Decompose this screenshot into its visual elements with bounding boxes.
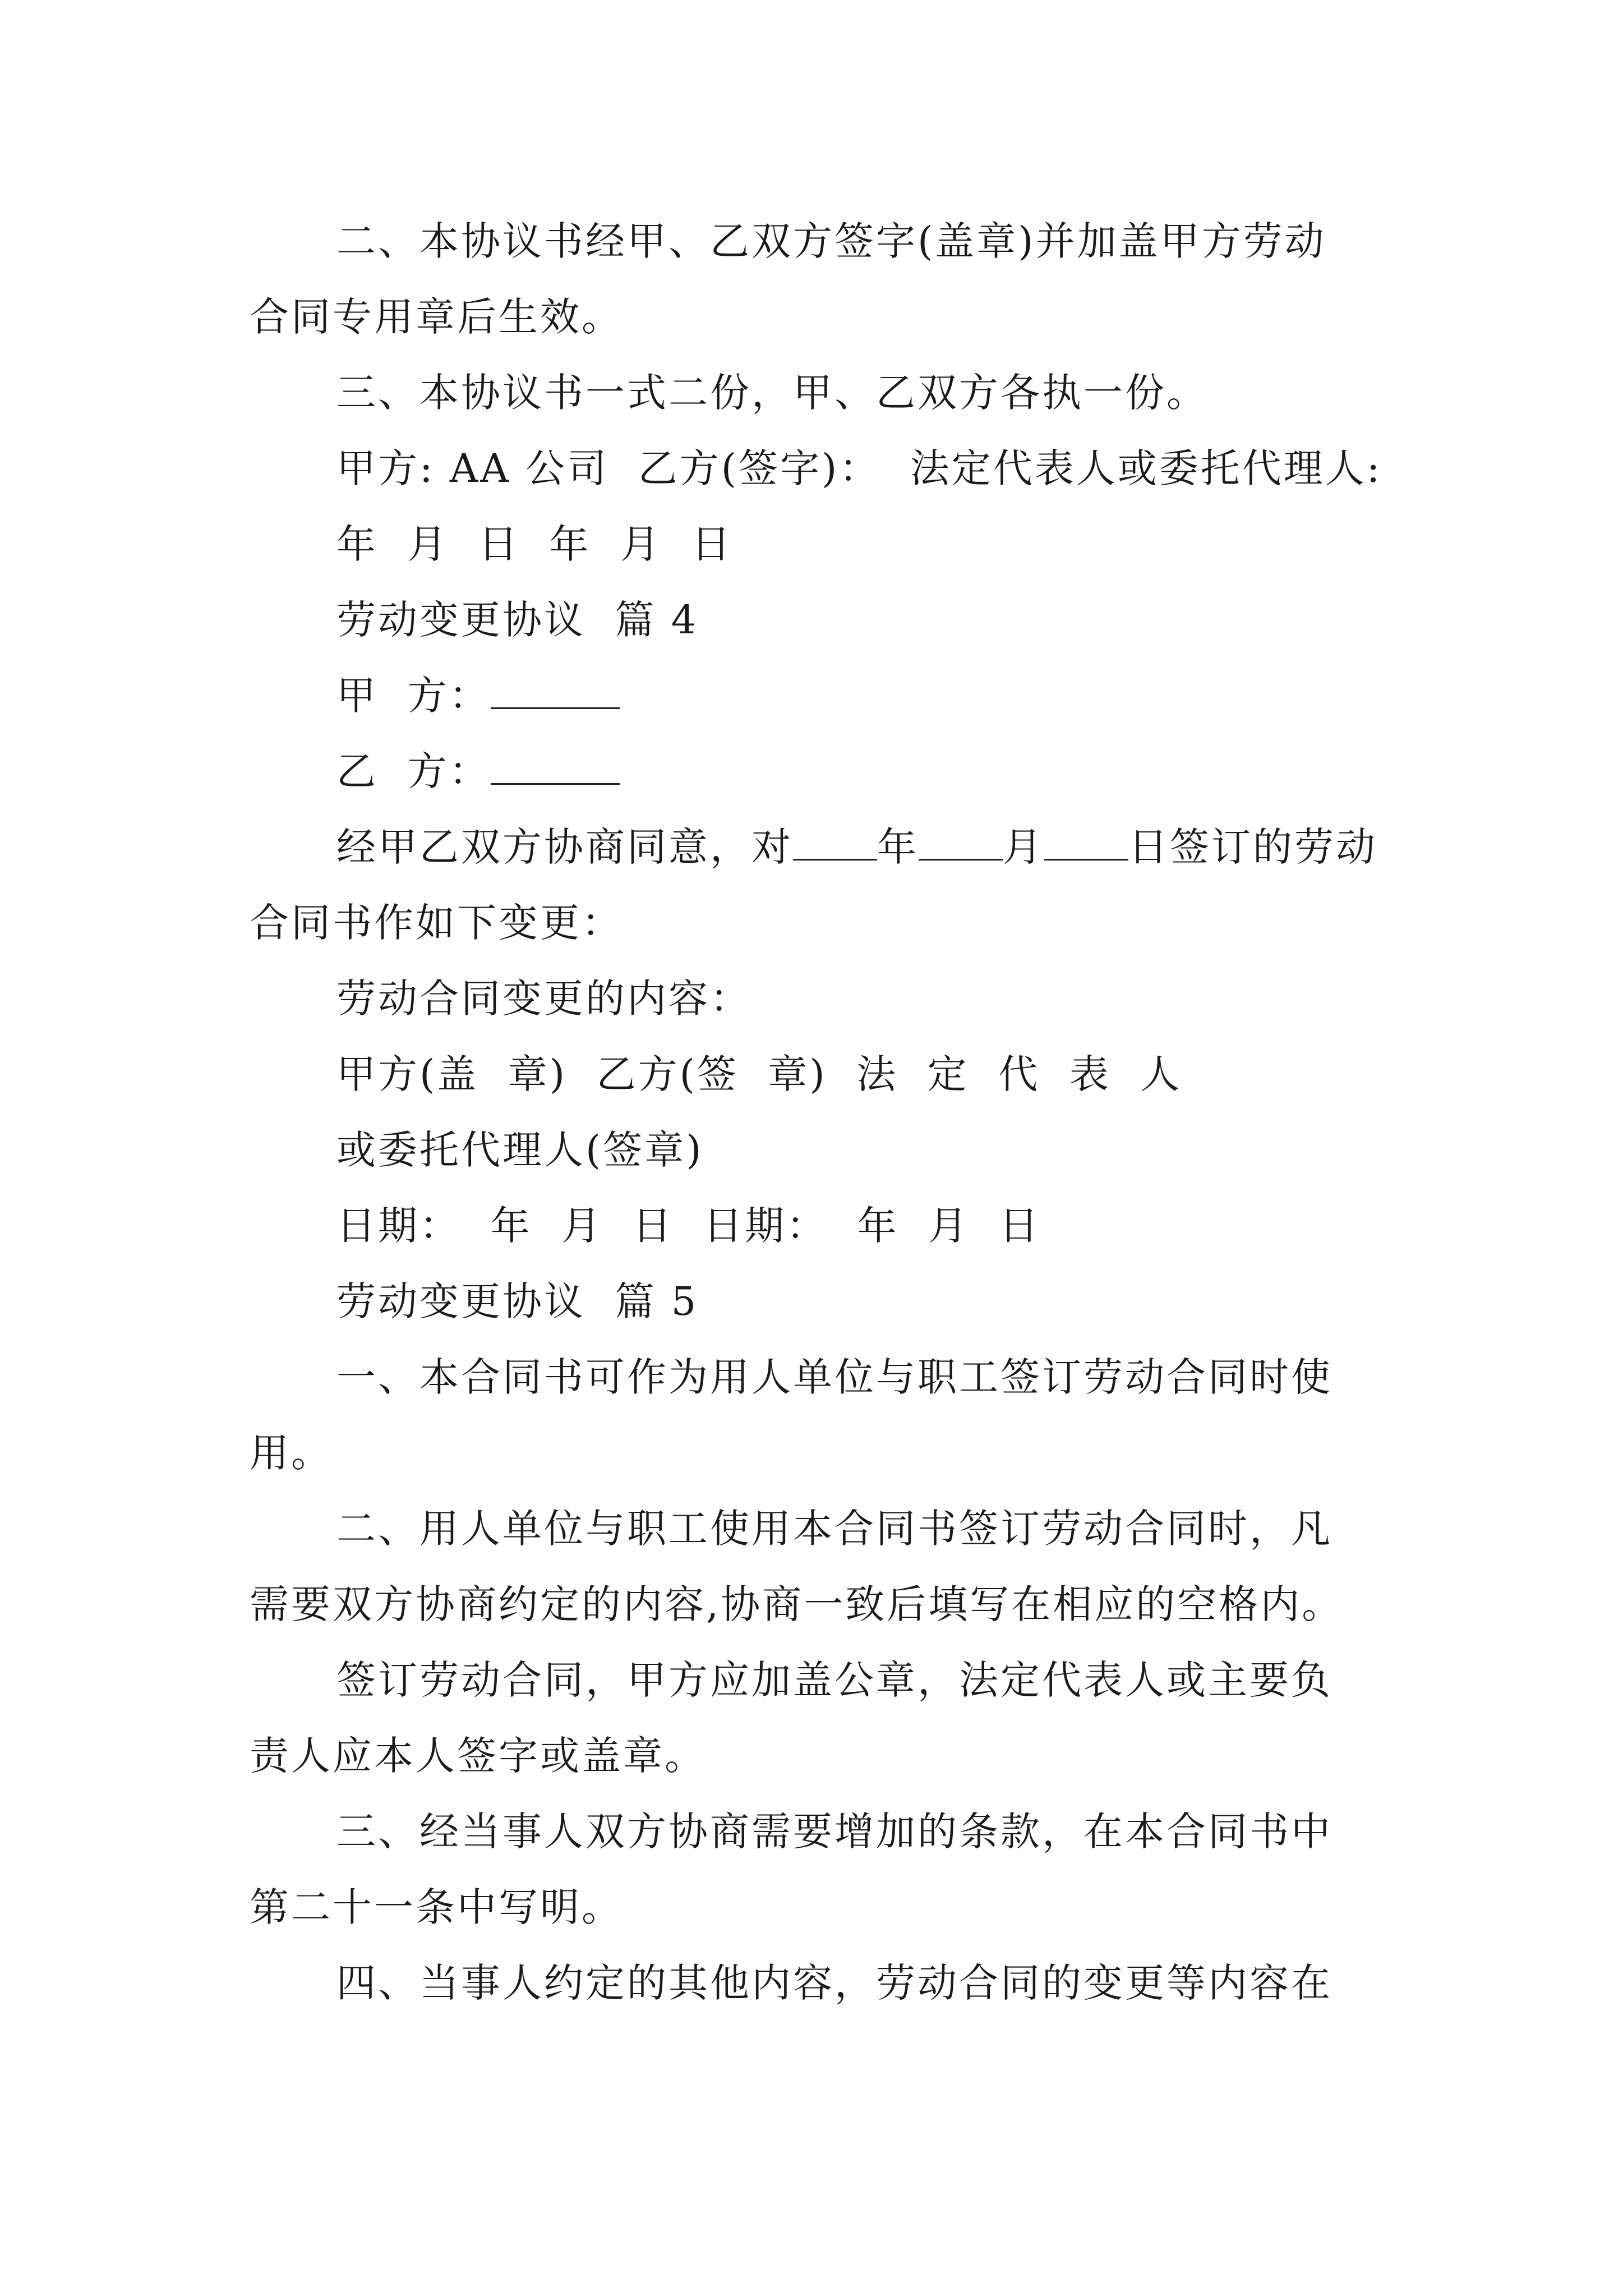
- para-agreement-intro: [336, 822, 1377, 872]
- month-label: 月: [1003, 824, 1044, 870]
- para-agreement-intro-cont: 合同书作如下变更：: [250, 900, 623, 946]
- day-label-tail: 日签订的劳动: [1128, 824, 1377, 870]
- date-line: 日期： 年 月 日 日期： 年 月 日: [336, 1203, 1041, 1249]
- change-content-label: 劳动合同变更的内容：: [336, 976, 751, 1022]
- seal-line: 甲方(盖 章) 乙方(签 章) 法 定 代 表 人: [336, 1051, 1182, 1097]
- para-usage-3: 三、经当事人双方协商需要增加的条款，在本合同书中: [336, 1809, 1332, 1855]
- para-usage-2-cont: 需要双方协商约定的内容,协商一致后填写在相应的空格内。: [250, 1581, 1344, 1627]
- party-a-blank: [491, 678, 620, 709]
- intro-text: 经甲乙双方协商同意，对: [336, 824, 793, 870]
- party-a-label: 甲 方：: [336, 673, 491, 719]
- party-b-line: [336, 746, 620, 797]
- party-b-blank: [491, 754, 620, 785]
- party-a-line: [336, 670, 620, 721]
- para-clause-2-effective: 二、本协议书经甲、乙双方签字(盖章)并加盖甲方劳动: [336, 218, 1326, 264]
- year-label: 年: [877, 824, 919, 870]
- para-clause-2-effective-cont: 合同专用章后生效。: [250, 294, 623, 340]
- day-blank: [1044, 830, 1128, 861]
- para-usage-3-cont: 第二十一条中写明。: [250, 1884, 623, 1930]
- para-seal-requirement: 签订劳动合同，甲方应加盖公章，法定代表人或主要负: [336, 1657, 1332, 1703]
- party-b-label: 乙 方：: [336, 748, 491, 794]
- para-clause-3-copies: 三、本协议书一式二份，甲、乙双方各执一份。: [336, 370, 1208, 416]
- year-blank: [793, 830, 877, 861]
- para-usage-2: 二、用人单位与职工使用本合同书签订劳动合同时，凡: [336, 1506, 1332, 1552]
- para-usage-4: 四、当事人约定的其他内容，劳动合同的变更等内容在: [336, 1960, 1332, 2006]
- signature-parties-line: 甲方: AA 公司 乙方(签字)： 法定代表人或委托代理人:: [336, 445, 1382, 491]
- para-usage-1-cont: 用。: [250, 1430, 333, 1476]
- signature-date-line: 年 月 日 年 月 日: [336, 521, 733, 567]
- section-heading-4: 劳动变更协议 篇 4: [336, 597, 699, 643]
- agent-sign-line: 或委托代理人(签章): [336, 1127, 704, 1173]
- section-heading-5: 劳动变更协议 篇 5: [336, 1278, 699, 1324]
- para-seal-requirement-cont: 责人应本人签字或盖章。: [250, 1733, 706, 1779]
- para-usage-1: 一、本合同书可作为用人单位与职工签订劳动合同时使: [336, 1354, 1332, 1400]
- month-blank: [919, 830, 1003, 861]
